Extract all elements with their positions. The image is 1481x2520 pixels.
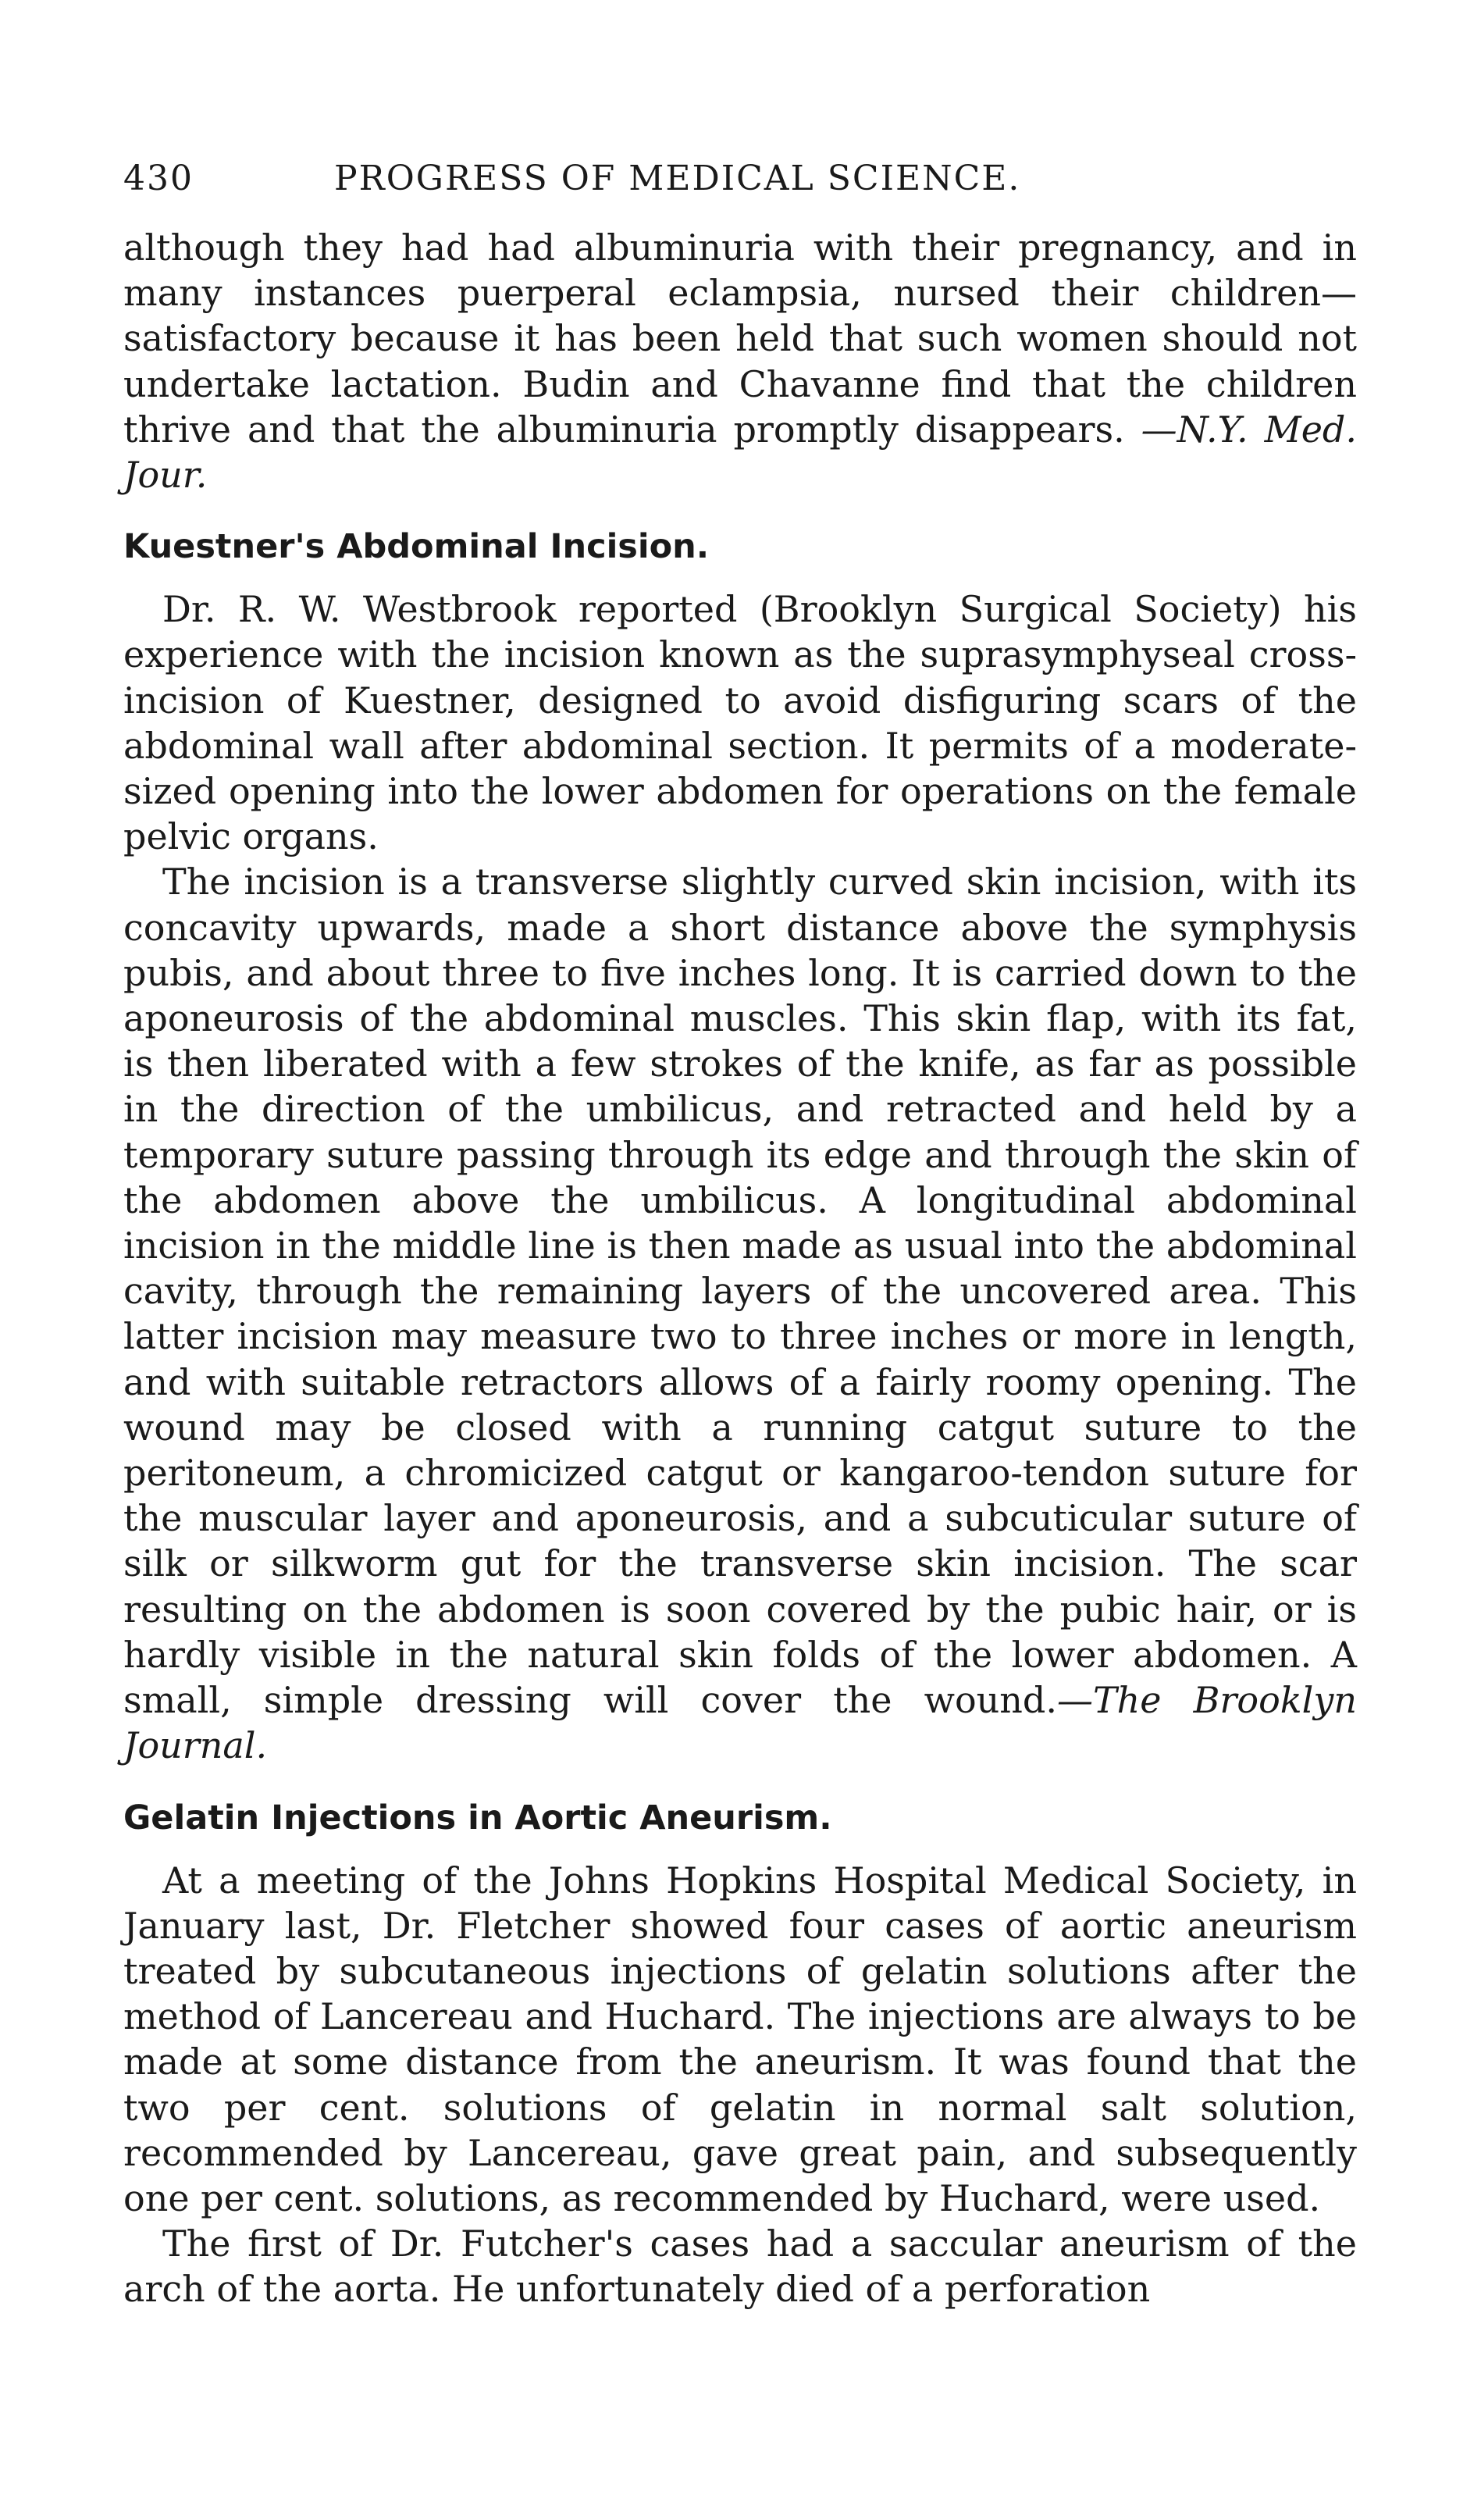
kuestner-source-citation: —The Brooklyn Journal. <box>123 1679 1357 1767</box>
section-heading-kuestner: Kuestner's Abdominal Incision. <box>123 527 710 567</box>
intro-paragraph <box>123 225 1357 497</box>
section-heading-gelatin: Gelatin Injections in Aortic Aneurism. <box>123 1798 832 1837</box>
gelatin-paragraph-1: At a meeting of the Johns Hopkins Hospital Medical Society, in January last, Dr. Fletcher showed four cases of aortic aneurism treated by subcutaneous injections of gelatin solutions after the method of Lancereau and Huchard. The injections are always to be made at some distance from the aneurism. It was found that the two per cent. solutions of gelatin in normal salt solution, recommended by Lancereau, gave great pain, and subsequently one per cent. solutions, as recommended by Huchard, were used. <box>123 1859 1357 2219</box>
kuestner-paragraph-2-text: The incision is a transverse slightly curved skin incision, with its concavity upwards, made a short distance above the symphysis pubis, and about three to five inches long. It is carried down to the aponeurosis of the abdominal muscles. This skin flap, with its fat, is then liberated with a few strokes of the knife, as far as possible in the direction of the umbilicus, and retracted and held by a temporary suture passing through its edge and through the skin of the abdomen above the umbilicus. A longitudinal abdominal incision in the middle line is then made as usual into the abdominal cavity, through the remaining layers of the uncovered area. This latter incision may measure two to three inches or more in length, and with suitable retractors allows of a fairly roomy opening. The wound may be closed with a running catgut suture to the peritoneum, a chromicized catgut or kangaroo-tendon suture for the muscular layer and aponeurosis, and a subcuticular suture of silk or silkworm gut for the transverse skin incision. The scar resulting on the abdomen is soon covered by the pubic hair, or is hardly visible in the natural skin folds of the lower abdomen. A small, simple dressing will cover the wound. <box>123 861 1357 1722</box>
running-title: PROGRESS OF MEDICAL SCIENCE. <box>334 159 1021 198</box>
gelatin-paragraph-2: The first of Dr. Futcher's cases had a saccular aneurism of the arch of the aorta. He unfortunately died of a perforation <box>123 2222 1357 2311</box>
page-number: 430 <box>123 159 194 198</box>
intro-source-citation: —N.Y. Med. Jour. <box>123 408 1357 497</box>
running-header <box>123 156 1357 201</box>
kuestner-paragraph-1: Dr. R. W. Westbrook reported (Brooklyn Surgical Society) his experience with the incision known as the suprasymphyseal cross-incision of Kuestner, designed to avoid disfiguring scars of the abdominal wall after abdominal section. It permits of a moderate-sized opening into the lower abdomen for operations on the female pelvic organs. <box>123 588 1357 858</box>
kuestner-paragraph-2 <box>123 859 1357 1768</box>
intro-text: although they had had albuminuria with their pregnancy, and in many instances puerperal eclampsia, nursed their children—satisfactory because it has been held that such women should not undertake lactation. Budin and Chavanne find that the children thrive and that the albuminuria promptly disappears. <box>123 226 1357 451</box>
book-page <box>123 156 1357 2312</box>
